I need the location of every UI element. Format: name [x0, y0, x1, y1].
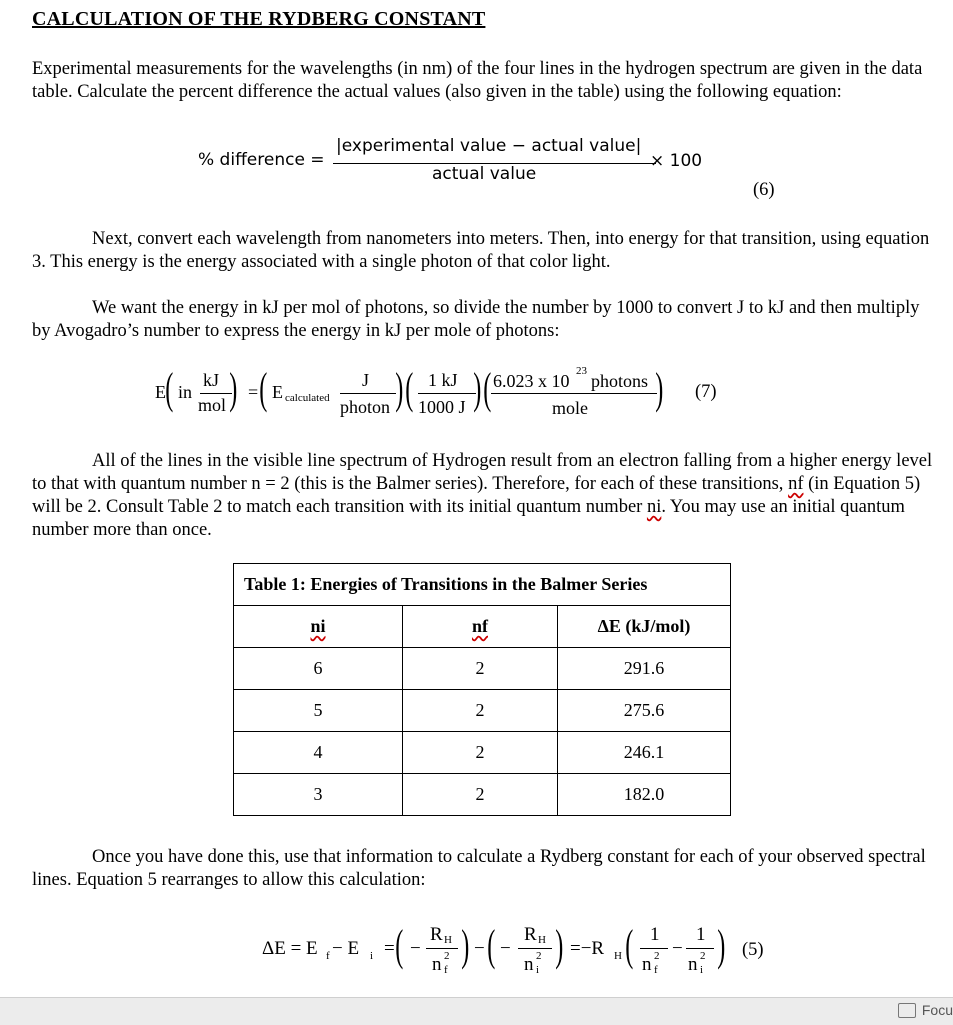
- eq5-paren-open-2: (: [487, 921, 496, 970]
- eq5-R-2: R: [524, 924, 537, 945]
- eq7-1000J: 1000 J: [418, 397, 466, 417]
- focus-icon: [898, 1003, 916, 1018]
- eq5-exp-2: 2: [536, 950, 542, 962]
- eq5-minus-R: =−R: [570, 938, 605, 959]
- para4-text-c: . You may use an initial quantum number more than once.: [32, 497, 905, 540]
- para4-text-a: All of the lines in the visible line spectrum of Hydrogen result from an electron falling from a higher energy level to that with quantum number n = 2 (this is the Balmer series). Therefore, for each of these transitions,: [32, 451, 933, 494]
- eq5-bar-1: [426, 948, 458, 949]
- eq5-one-1: 1: [650, 924, 660, 945]
- eq5-exp-1: 2: [444, 950, 450, 962]
- eq5-minus-3: −: [672, 938, 683, 959]
- table-row: [234, 774, 731, 816]
- eq5-minus-1: −: [410, 938, 421, 959]
- eq5-exp-3: 2: [654, 950, 660, 962]
- table-row: [234, 732, 731, 774]
- eq5-paren-open-3: (: [625, 921, 634, 970]
- eq5-exp-4: 2: [700, 950, 706, 962]
- eq7-paren-open-4: (: [483, 364, 492, 413]
- paragraph-energy-kj: We want the energy in kJ per mol of photons, so divide the number by 1000 to convert J to kJ and then multiply by Avogadro’s number to express the energy in kJ per mole of photons:: [32, 298, 920, 341]
- eq7-paren-close-3: ): [473, 364, 482, 413]
- eq7-paren-close-4: ): [655, 364, 664, 413]
- table-header-row: [234, 606, 731, 648]
- eq5-paren-close-3: ): [717, 921, 726, 970]
- equation-numerator: |experimental value − actual value|: [336, 136, 642, 156]
- eq7-calc-sub: calculated: [285, 392, 330, 404]
- eq7-bar-1: [200, 393, 232, 394]
- paragraph-intro: Experimental measurements for the wavelengths (in nm) of the four lines in the hydrogen spectrum are given in the data table. Calculate the percent difference the actual values (also given in the table) using the following equation:: [32, 59, 923, 102]
- eq7-photon: photon: [340, 397, 391, 417]
- eq5-lhs: ΔE = E: [262, 938, 318, 959]
- table-cell: 2: [403, 774, 558, 816]
- focus-label: Focu: [921, 1002, 953, 1018]
- eq7-mol: mol: [198, 395, 227, 415]
- equation-denominator: actual value: [432, 164, 537, 184]
- paragraph-rydberg: Once you have done this, use that information to calculate a Rydberg constant for each of your observed spectral lines. Equation 5 rearranges to allow this calculation:: [32, 847, 926, 890]
- eq5-sub-i: i: [370, 950, 374, 962]
- eq7-bar-2: [340, 393, 396, 394]
- eq5-sub-i-2: i: [536, 964, 540, 976]
- table-cell: 182.0: [558, 774, 731, 816]
- eq5-n-2: n: [524, 954, 534, 975]
- eq5-n-4: n: [688, 954, 698, 975]
- header-nf: nf: [471, 616, 488, 636]
- table-caption: Table 1: Energies of Transitions in the Balmer Series: [234, 564, 731, 606]
- equation-number-6: (6): [753, 180, 775, 200]
- table-cell: 291.6: [558, 648, 731, 690]
- table-row: [234, 690, 731, 732]
- equation-number-5: (5): [742, 940, 764, 960]
- paragraph-balmer: [32, 450, 937, 542]
- header-ni: ni: [310, 616, 326, 636]
- eq5-paren-close-2: ): [555, 921, 564, 970]
- table-cell: 2: [403, 648, 558, 690]
- paragraph-convert: Next, convert each wavelength from nanometers into meters. Then, into energy for that transition, using equation 3. This energy is the energy associated with a single photon of that color light.: [32, 229, 930, 272]
- eq5-paren-open-1: (: [395, 921, 404, 970]
- eq5-one-2: 1: [696, 924, 706, 945]
- eq7-1kJ: 1 kJ: [428, 370, 458, 390]
- eq5-H-3: H: [614, 950, 622, 962]
- eq5-bar-2: [518, 948, 552, 949]
- eq5-n-1: n: [432, 954, 442, 975]
- eq5-paren-close-1: ): [461, 921, 470, 970]
- table-cell: 246.1: [558, 732, 731, 774]
- eq5-equals: =: [384, 938, 395, 959]
- status-bar: [0, 997, 953, 1025]
- header-delta-e: ΔE (kJ/mol): [597, 616, 691, 636]
- eq5-minus-Ei: − E: [332, 938, 360, 959]
- eq5-bar-4: [686, 948, 714, 949]
- eq5-bar-3: [640, 948, 668, 949]
- table-header-cell: [558, 606, 731, 648]
- eq7-bar-3: [418, 393, 476, 394]
- table-cell: 2: [403, 732, 558, 774]
- eq5-R-1: R: [430, 924, 443, 945]
- eq5-sub-f-2: f: [444, 964, 448, 976]
- eq5-minus-2: −: [500, 938, 511, 959]
- eq7-paren-open: (: [165, 364, 174, 413]
- eq5-sub-f: f: [326, 950, 330, 962]
- eq7-J: J: [362, 370, 370, 390]
- eq7-paren-open-2: (: [259, 364, 268, 413]
- eq7-paren-close: ): [229, 364, 238, 413]
- equation-percent-difference: [198, 135, 718, 190]
- eq5-n-3: n: [642, 954, 652, 975]
- para4-ni: ni: [646, 497, 662, 517]
- eq7-paren-close-2: ): [395, 364, 404, 413]
- equation-rydberg: [262, 920, 782, 984]
- eq7-photons: photons: [591, 371, 649, 391]
- equation-times: × 100: [650, 151, 703, 171]
- table-cell: 275.6: [558, 690, 731, 732]
- eq7-E: E: [155, 382, 166, 402]
- balmer-table: [233, 563, 731, 816]
- eq5-H-2: H: [538, 934, 546, 946]
- para4-text-b: (in Equation 5) will be 2. Consult Table 2 to match each transition with its initial quantum number: [32, 474, 921, 517]
- eq7-Ecalc: E: [272, 382, 283, 402]
- eq7-equals: =: [248, 382, 259, 402]
- focus-mode-button[interactable]: [898, 1002, 953, 1018]
- table-row: [234, 648, 731, 690]
- eq7-avogadro: 6.023 x 10: [493, 371, 570, 391]
- table-cell: 2: [403, 690, 558, 732]
- page-title: CALCULATION OF THE RYDBERG CONSTANT: [32, 8, 486, 30]
- table-cell: 5: [234, 690, 403, 732]
- equation-lhs: % difference =: [198, 150, 325, 170]
- eq7-in: in: [178, 382, 193, 402]
- eq7-kJ: kJ: [203, 370, 220, 390]
- table-header-cell: [403, 606, 558, 648]
- eq7-paren-open-3: (: [405, 364, 414, 413]
- eq7-mole: mole: [552, 398, 588, 418]
- eq7-bar-4: [491, 393, 657, 394]
- eq7-avogadro-exp: 23: [576, 365, 587, 377]
- para4-nf: nf: [788, 474, 804, 494]
- eq5-sub-f-3: f: [654, 964, 658, 976]
- table-cell: 4: [234, 732, 403, 774]
- eq5-H-1: H: [444, 934, 452, 946]
- table-cell: 6: [234, 648, 403, 690]
- eq5-minus-mid: −: [474, 938, 485, 959]
- equation-number-7: (7): [695, 382, 717, 402]
- table-header-cell: [234, 606, 403, 648]
- equation-energy-kj-mol: [150, 365, 730, 425]
- table-cell: 3: [234, 774, 403, 816]
- eq5-sub-i-3: i: [700, 964, 704, 976]
